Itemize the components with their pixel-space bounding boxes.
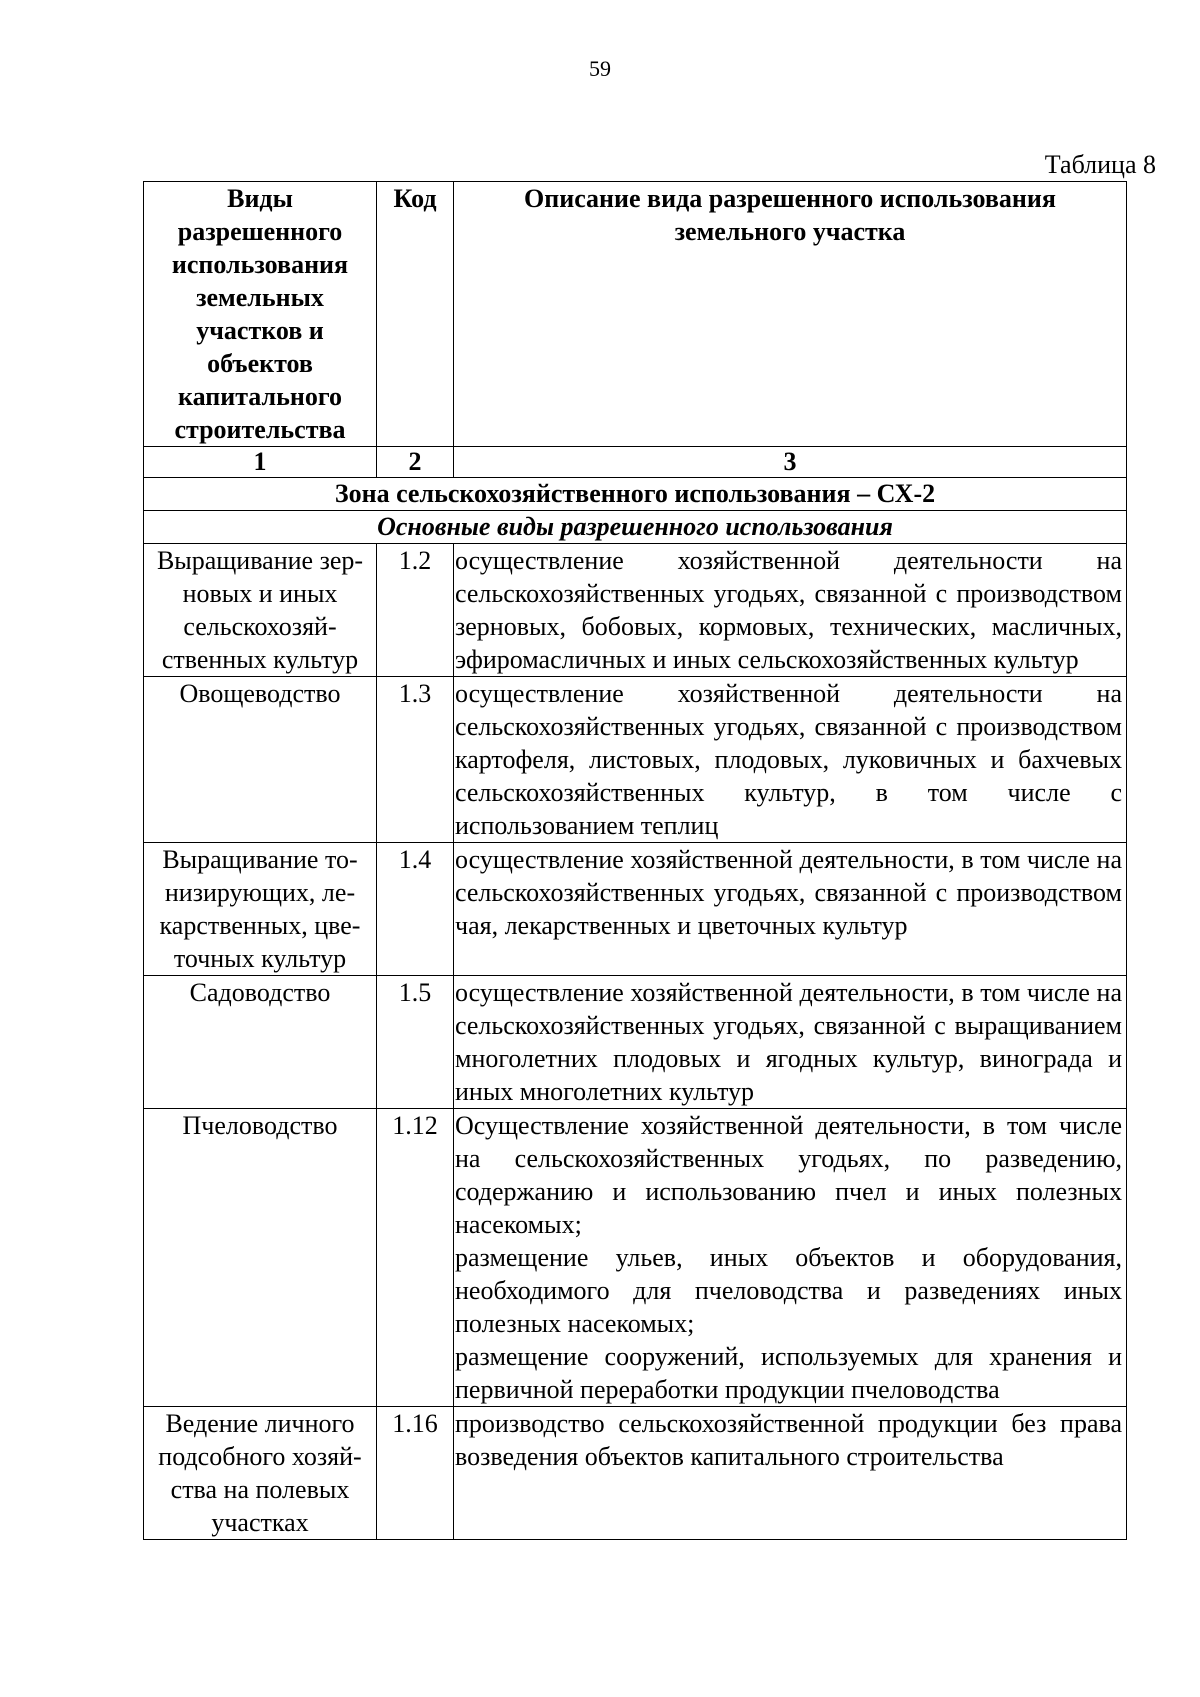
column-number: 3 xyxy=(454,447,1127,478)
table-row xyxy=(144,843,1127,976)
description-paragraph: размещение сооружений, используемых для хранения и первичной переработки продукции пчеловодства xyxy=(455,1342,1122,1404)
section-title-row xyxy=(144,511,1127,544)
land-use-description: осуществление хозяйственной деятельности на сельскохозяйственных угодьях, связанной с производством картофеля, листовых, плодовых, луковичных и бахчевых сельскохозяйственных культур, в том числе с использованием теплиц xyxy=(454,677,1127,843)
land-use-name: Ведение личного подсобного хозяйства на полевых участках xyxy=(144,1407,377,1540)
table-row xyxy=(144,1109,1127,1407)
land-use-code: 1.2 xyxy=(377,544,454,677)
land-use-description xyxy=(454,1109,1127,1407)
description-paragraph: Осуществление хозяйственной деятельности, в том числе на сельскохозяйственных угодьях, по разведению, содержанию и использованию пчел и иных полезных насекомых; xyxy=(455,1111,1122,1239)
land-use-name: Овощеводство xyxy=(144,677,377,843)
land-use-code: 1.4 xyxy=(377,843,454,976)
zone-title: Зона сельскохозяйственного использования – СХ-2 xyxy=(144,478,1127,511)
land-use-code: 1.12 xyxy=(377,1109,454,1407)
table-row xyxy=(144,544,1127,677)
table-header-row xyxy=(144,182,1127,447)
land-use-name: Выращивание зерновых и иных сельскохозяйственных культур xyxy=(144,544,377,677)
column-number-row xyxy=(144,447,1127,478)
land-use-code: 1.16 xyxy=(377,1407,454,1540)
land-use-name: Садоводство xyxy=(144,976,377,1109)
column-number: 1 xyxy=(144,447,377,478)
description-paragraph: размещение ульев, иных объектов и оборудования, необходимого для пчеловодства и разведениях иных полезных насекомых; xyxy=(455,1243,1122,1338)
header-code: Код xyxy=(377,182,454,447)
land-use-table xyxy=(143,181,1127,1540)
column-number: 2 xyxy=(377,447,454,478)
land-use-description: производство сельскохозяйственной продукции без права возведения объектов капитального строительства xyxy=(454,1407,1127,1540)
table-caption: Таблица 8 xyxy=(1044,150,1156,179)
land-use-description: осуществление хозяйственной деятельности, в том числе на сельскохозяйственных угодьях, связанной с производством чая, лекарственных и цветочных культур xyxy=(454,843,1127,976)
page-number: 59 xyxy=(589,56,611,81)
zone-title-row xyxy=(144,478,1127,511)
header-description: Описание вида разрешенного использования земельного участка xyxy=(454,182,1127,447)
land-use-description: осуществление хозяйственной деятельности, в том числе на сельскохозяйственных угодьях, связанной с выращиванием многолетних плодовых и ягодных культур, винограда и иных многолетних культур xyxy=(454,976,1127,1109)
table-row xyxy=(144,976,1127,1109)
land-use-code: 1.5 xyxy=(377,976,454,1109)
land-use-name: Пчеловодство xyxy=(144,1109,377,1407)
land-use-code: 1.3 xyxy=(377,677,454,843)
land-use-description: осуществление хозяйственной деятельности на сельскохозяйственных угодьях, связанной с производством зерновых, бобовых, кормовых, технических, масличных, эфиромасличных и иных сельскохозяйственных культур xyxy=(454,544,1127,677)
table-row xyxy=(144,1407,1127,1540)
land-use-name: Выращивание тонизирующих, лекарственных, цветочных культур xyxy=(144,843,377,976)
section-title: Основные виды разрешенного использования xyxy=(144,511,1127,544)
table-row xyxy=(144,677,1127,843)
header-land-use-types: Виды разрешенного использования земельных участков и объектов капитального строительства xyxy=(144,182,377,447)
